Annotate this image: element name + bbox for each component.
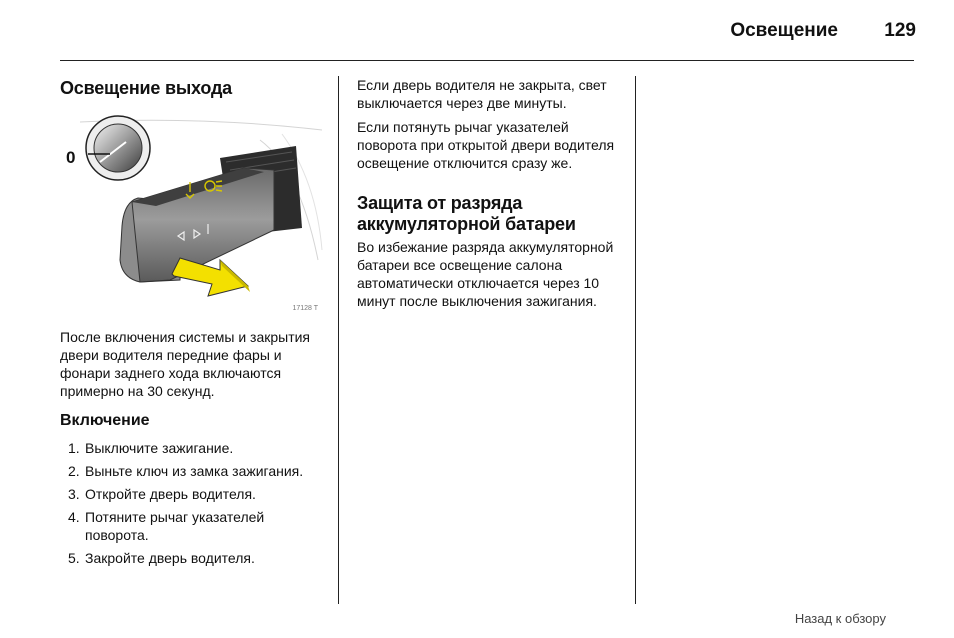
- exit-lighting-description: После включения системы и закрытия двери водителя передние фары и фонари заднего хода включаются примерно на 30 секунд.: [60, 329, 311, 399]
- list-item: [60, 439, 325, 457]
- figure-code: 17128 T: [292, 305, 318, 312]
- step-number: 3.: [68, 486, 80, 502]
- step-number: 4.: [68, 509, 80, 525]
- list-item: [60, 485, 325, 503]
- lever-pull-paragraph: Если потянуть рычаг указателей поворота при открытой двери водителя освещение отключится сразу же.: [357, 119, 615, 171]
- list-item: [60, 549, 325, 567]
- section-heading-battery-protection: Защита от разряда аккумуляторной батареи: [357, 193, 576, 234]
- switch-position-label: 0: [66, 148, 76, 167]
- step-text: Выньте ключ из замка зажигания.: [85, 463, 304, 479]
- running-header-title: Освещение: [730, 20, 838, 41]
- door-open-paragraph: Если дверь водителя не закрыта, свет выключается через две минуты.: [357, 77, 607, 111]
- step-text: Закройте дверь водителя.: [85, 550, 255, 566]
- step-number: 1.: [68, 440, 80, 456]
- step-text: Выключите зажигание.: [85, 440, 234, 456]
- header-rule: [60, 60, 914, 61]
- list-item: [60, 508, 325, 544]
- column-divider-left: [338, 76, 339, 604]
- step-number: 5.: [68, 550, 80, 566]
- battery-protection-paragraph: Во избежание разряда аккумуляторной батареи все освещение салона автоматически отключается через 10 минут после выключения зажигания.: [357, 239, 614, 309]
- activation-steps: [60, 439, 325, 567]
- middle-column: [357, 76, 622, 310]
- section-heading-exit-lighting: Освещение выхода: [60, 78, 232, 98]
- left-column: [60, 78, 325, 572]
- lever-drawing: [60, 110, 324, 316]
- step-text: Потяните рычаг указателей поворота.: [85, 509, 265, 543]
- step-text: Откройте дверь водителя.: [85, 486, 256, 502]
- back-to-overview-link[interactable]: Назад к обзору: [794, 611, 886, 626]
- step-number: 2.: [68, 463, 80, 479]
- column-divider-right: [635, 76, 636, 604]
- list-item: [60, 462, 325, 480]
- page-number: 129: [884, 20, 916, 41]
- subheading-activation: Включение: [60, 412, 150, 429]
- turn-signal-lever-illustration: [60, 110, 324, 316]
